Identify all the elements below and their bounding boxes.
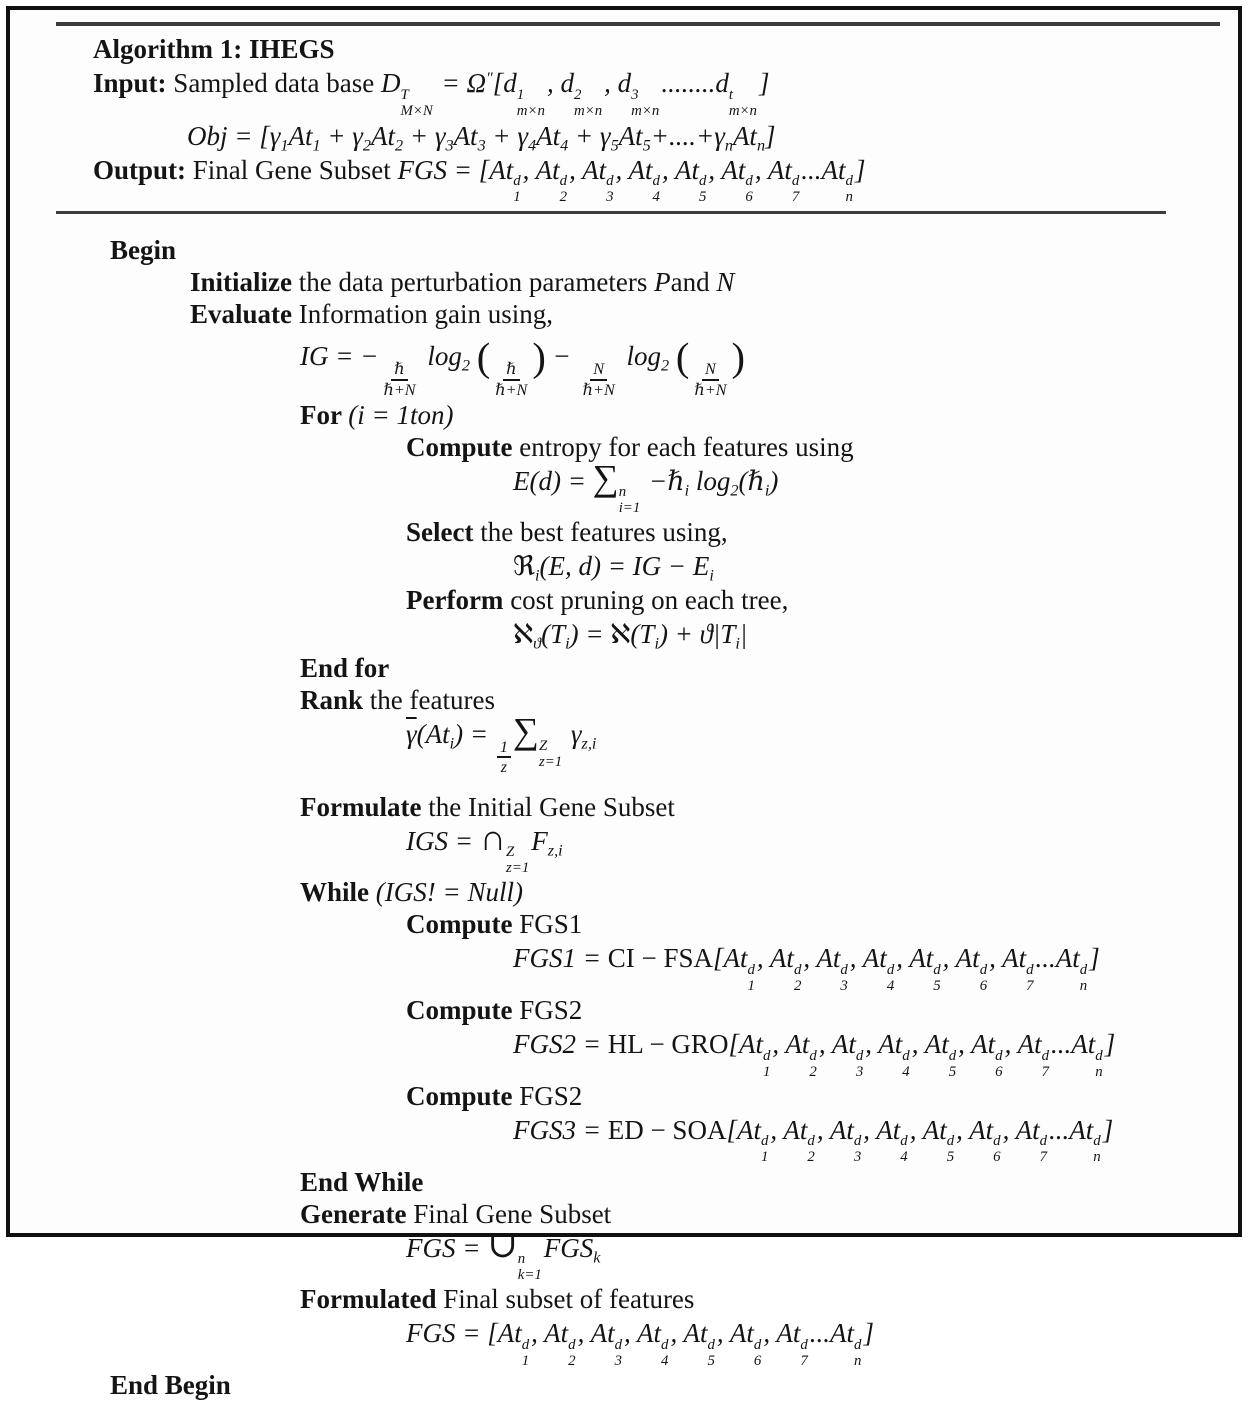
big-paren: ( (476, 334, 491, 380)
stacked-scripts: d 2 (793, 961, 802, 995)
stacked-scripts: 3 m×n (631, 86, 660, 119)
keyword-text: Compute (406, 431, 520, 462)
fraction: $\frac{\text{ℏ}}{\text{ℏ+N}}$ (495, 360, 528, 399)
compute-fgs1-line (10, 908, 1238, 940)
generate-line (10, 1198, 1238, 1230)
math-expression: N (716, 267, 735, 298)
rank-formula (10, 711, 1238, 777)
plain-text: Information gain using, (298, 299, 553, 330)
stacked-scripts: d 7 (800, 1336, 808, 1369)
stacked-scripts: d 5 (948, 1047, 957, 1080)
math-expression: FGS2 = HL − GRO[At d 1 , At d 2 , At d 3 , At d 4 , At d 5 , At d 6 , At d 7 ...At d n ] (513, 1029, 1116, 1080)
fraction: $\frac{N}{\text{ℏ+N}}$ (694, 360, 727, 399)
select-features-line (10, 516, 1238, 548)
algorithm-title (10, 32, 1238, 66)
math-expression: $ℵ_ϑ(T_i)$ = $ℵ(T_i) + ϑ|T_i|$ (513, 619, 748, 654)
math-expression: P (654, 267, 671, 298)
end-for-line (10, 652, 1238, 684)
stacked-scripts: d n (854, 1336, 862, 1369)
stacked-scripts: T M×N (400, 86, 433, 119)
keyword-text: Evaluate (190, 299, 299, 330)
fgs2-formula (10, 1026, 1238, 1080)
big-paren: ) (731, 334, 746, 380)
stacked-scripts: d n (1095, 1047, 1103, 1080)
stacked-scripts: d 6 (995, 1047, 1003, 1080)
math-expression: Obj = $[\gamma_1At_1 + \gamma_2At_2 + \gamma_3At_3 + \gamma_4At_4 + \gamma_5At_5+....+\gamma_nAt_n]$ (187, 120, 776, 155)
plain-text: the features (369, 685, 495, 716)
keyword-text: Compute (406, 995, 520, 1026)
math-expression: FGS3 = ED − SOA[At d 1 , At d 2 , At d 3 , At d 4 , At d 5 , At d 6 , At d 7 ...At d n ] (513, 1114, 1114, 1166)
plain-text: Final subset of features (443, 1284, 695, 1315)
keyword-text: End While (300, 1166, 424, 1197)
formulated-line (10, 1283, 1238, 1315)
stacked-scripts: d 5 (933, 961, 941, 995)
math-expression: ℜ$_i$(E, d) = IG − $E_i$ (513, 551, 714, 586)
pruning-formula (10, 616, 1238, 652)
plain-text: the Initial Gene Subset (428, 791, 675, 822)
information-gain-formula (10, 330, 1238, 398)
initialize-line (10, 266, 1238, 298)
keyword-text: Rank (300, 685, 370, 716)
stacked-scripts: d 4 (652, 173, 660, 206)
keyword-text: While (300, 877, 376, 908)
stacked-scripts: d 4 (661, 1336, 669, 1369)
for-loop-line (10, 399, 1238, 431)
math-expression: IG = − $\frac{\text{ℏ}}{\text{ℏ+N}}$ $\log_2$ ( $\frac{\text{ℏ}}{\text{ℏ+N}}$ ) − $\frac{N}{\text{ℏ+N}}$ $\log_2$ ( $\frac{N}{\text{ℏ+N}}$ ) (300, 334, 746, 399)
math-expression: (i = 1ton) (348, 399, 454, 430)
math-expression: IGS = ∩ Z z=1 $F_{z,i}$ (406, 817, 563, 877)
stacked-scripts: d 7 (1041, 1047, 1050, 1080)
stacked-scripts: n i=1 (618, 484, 641, 517)
compute-fgs2-line (10, 994, 1238, 1026)
math-expression: FGS = ∪ n k=1 $FGS_k$ (406, 1224, 601, 1284)
stacked-scripts: n k=1 (517, 1251, 542, 1284)
input-line (10, 66, 1238, 119)
plain-text: FGS2 (519, 1080, 583, 1111)
rank-line (10, 684, 1238, 716)
algorithm-body (10, 234, 1238, 1401)
fgs3-formula (10, 1112, 1238, 1166)
stacked-scripts: d 6 (753, 1336, 762, 1369)
math-expression: FGS = [At d 1 , At d 2 , At d 3 , At d 4 , At d 5 , At d 6 , At d 7 ...At d n ] (406, 1318, 874, 1369)
math-expression: $\overline{\gamma}(At_i)$ = $\frac{1}{z}$ ∑ Z z=1 $\gamma_{z,i}$ (406, 711, 597, 777)
math-expression: E(d) = ∑ n i=1 −ℏ$_i$ $\log_2(\hbar_i)$ (513, 457, 779, 517)
stacked-scripts: t m×n (728, 86, 757, 119)
stacked-scripts: d 4 (886, 961, 895, 995)
math-expression: FGS1 = CI − FSA[At d 1 , At d 2 , At d 3 , At d 4 , At d 5 , At d 6 , At d 7 ...At d n ] (513, 943, 1100, 995)
perform-pruning-line (10, 584, 1238, 616)
keyword-text: Input: (93, 68, 174, 98)
keyword-text: For (300, 399, 349, 430)
keyword-text: Compute (406, 1080, 520, 1111)
keyword-text: Formulated (300, 1284, 444, 1315)
fgs1-formula (10, 940, 1238, 994)
objective-line (10, 119, 1238, 153)
header-divider-rule (56, 211, 1166, 214)
plain-text: Sampled data base (173, 68, 381, 98)
stacked-scripts: d 2 (809, 1047, 817, 1080)
stacked-scripts: d 7 (1039, 1133, 1048, 1166)
stacked-scripts: d 2 (807, 1133, 815, 1166)
keyword-text: Select (406, 517, 481, 548)
final-gene-subset-union-formula (10, 1224, 1238, 1284)
algorithm-box (6, 6, 1242, 1400)
stacked-scripts: d 2 (559, 173, 568, 206)
stacked-scripts: d 3 (840, 961, 848, 995)
keyword-text: Initialize (190, 267, 299, 298)
plain-text: cost pruning on each tree, (510, 585, 789, 616)
stacked-scripts: d 4 (900, 1133, 908, 1166)
fraction: $\frac{\text{ℏ}}{\text{ℏ+N}}$ (383, 360, 416, 399)
stacked-scripts: d 1 (762, 1047, 771, 1080)
stacked-scripts: Z z=1 (538, 738, 563, 771)
stacked-scripts: d 3 (855, 1047, 864, 1080)
top-rule (56, 22, 1220, 26)
stacked-scripts: 2 m×n (573, 86, 603, 119)
stacked-scripts: d 4 (902, 1047, 910, 1080)
keyword-text: Output: (93, 154, 193, 185)
stacked-scripts: 1 m×n (516, 86, 545, 119)
stacked-scripts: d 7 (791, 173, 800, 206)
algorithm-header (10, 32, 1238, 205)
compute-entropy-line (10, 431, 1238, 463)
keyword-text: Algorithm 1: IHEGS (93, 34, 335, 64)
stacked-scripts: d 3 (853, 1133, 862, 1166)
plain-text: FGS1 (519, 909, 583, 940)
stacked-scripts: d 3 (614, 1336, 623, 1369)
final-subset-formula (10, 1315, 1238, 1369)
stacked-scripts: d n (1079, 961, 1088, 995)
math-expression: (IGS! = Null) (375, 877, 523, 908)
stacked-scripts: d 6 (993, 1133, 1001, 1166)
plain-text: entropy for each features using (519, 431, 854, 462)
keyword-text: Generate (300, 1198, 414, 1229)
big-paren: ( (675, 334, 690, 380)
fraction: $\frac{N}{\text{ℏ+N}}$ (582, 360, 615, 399)
keyword-text: Begin (110, 235, 177, 266)
plain-text: Final Gene Subset (413, 1198, 612, 1229)
compute-fgs2-repeat-line (10, 1080, 1238, 1112)
plain-text: Final Gene Subset (192, 154, 398, 185)
stacked-scripts: d 2 (568, 1336, 576, 1369)
stacked-scripts: d 6 (979, 961, 988, 995)
stacked-scripts: d 3 (606, 173, 614, 206)
stacked-scripts: d 5 (698, 173, 707, 206)
stacked-scripts: d 1 (760, 1133, 769, 1166)
end-while-line (10, 1166, 1238, 1198)
stacked-scripts: d 7 (1026, 961, 1034, 995)
keyword-text: Perform (406, 585, 511, 616)
plain-text: the best features using, (480, 517, 728, 548)
stacked-scripts: d 6 (745, 173, 753, 206)
formulate-line (10, 791, 1238, 823)
stacked-scripts: Z z=1 (506, 844, 530, 877)
keyword-text: End Begin (110, 1369, 231, 1400)
big-paren: ) (532, 334, 546, 380)
stacked-scripts: d 1 (521, 1336, 530, 1369)
end-begin-line (10, 1369, 1238, 1401)
stacked-scripts: d n (845, 173, 853, 206)
stacked-scripts: d n (1093, 1133, 1101, 1166)
plain-text: the data perturbation parameters (298, 267, 655, 298)
keyword-text: Formulate (300, 791, 429, 822)
initial-gene-subset-formula (10, 817, 1238, 877)
math-expression: D T M×N = Ω″[d 1 m×n , d 2 m×n , d 3 m×n ........d t m×n ] (380, 68, 770, 119)
plain-text: FGS2 (519, 995, 583, 1026)
fraction: $\frac{1}{z}$ (497, 738, 511, 776)
entropy-formula (10, 457, 1238, 517)
math-expression: FGS = [At d 1 , At d 2 , At d 3 , At d 4 , At d 5 , At d 6 , At d 7 ...At d n ] (397, 154, 866, 206)
stacked-scripts: d 1 (747, 961, 755, 995)
keyword-text: End for (300, 653, 390, 684)
keyword-text: Compute (406, 909, 520, 940)
evaluate-line (10, 298, 1238, 330)
plain-text: and (670, 267, 717, 298)
best-feature-formula (10, 548, 1238, 584)
stacked-scripts: d 1 (513, 173, 521, 206)
begin-line (10, 234, 1238, 266)
while-line (10, 876, 1238, 908)
output-line (10, 153, 1238, 206)
stacked-scripts: d 5 (946, 1133, 955, 1166)
stacked-scripts: d 5 (707, 1336, 715, 1369)
